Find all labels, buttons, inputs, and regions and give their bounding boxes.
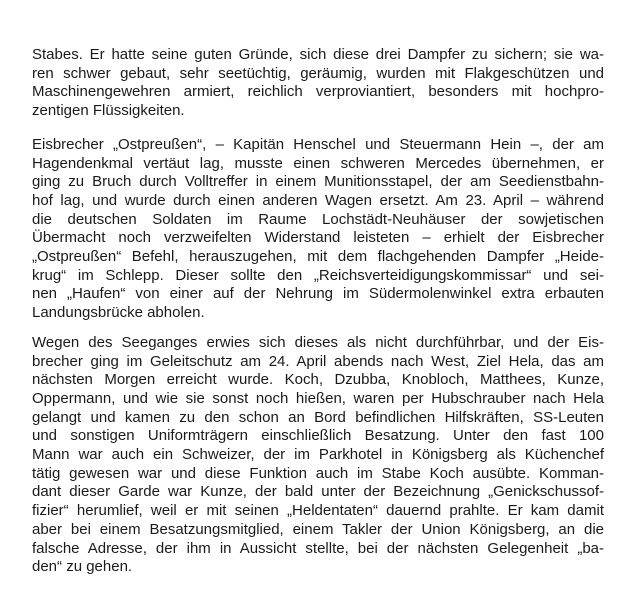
text-line: krug“ im Schlepp. Dieser sollte den „Reichsverteidigungskommissar“ und sei- (32, 266, 604, 284)
text-line: Oppermann, und wie sie sonst noch hießen, waren per Hubschrauber nach Hela (32, 389, 604, 407)
text-line: tätig gewesen war und diese Funktion auch im Stabe Koch ausübte. Komman- (32, 464, 604, 482)
text-line: nen „Haufen“ von einer auf der Nehrung im Südermolenwinkel extra erbauten (32, 285, 604, 303)
text-line: Mann war auch ein Schweizer, der im Parkhotel in Königsberg als Küchenchef (32, 446, 604, 464)
text-line: Eisbrecher „Ostpreußen“, – Kapitän Henschel und Steuermann Hein –, der am (32, 135, 604, 153)
text-line: Landungsbrücke abholen. (32, 304, 205, 322)
text-line: die deutschen Soldaten im Raume Lochstädt-Neuhäuser der sowjetischen (32, 210, 604, 228)
text-line: „Ostpreußen“ Befehl, herauszugehen, mit dem flachgehenden Dampfer „Heide- (32, 248, 604, 266)
text-line: ging zu Bruch durch Volltreffer in einem Munitionsstapel, der am Seedienstbahn- (32, 173, 604, 191)
text-line: den“ zu gehen. (32, 558, 133, 576)
document-page (32, 46, 604, 577)
paragraph-2 (32, 136, 604, 323)
text-line: ren schwer gebaut, sehr seetüchtig, geräumig, wurden mit Flakgeschützen und (32, 64, 604, 82)
text-line: Stabes. Er hatte seine guten Gründe, sich diese drei Dampfer zu sichern; sie wa- (32, 46, 604, 63)
text-line: brecher ging im Geleitschutz am 24. April abends nach West, Ziel Hela, das am (32, 352, 604, 370)
text-line: hof lag, und wurde durch einen anderen Wagen ersetzt. Am 23. April – während (32, 191, 604, 209)
text-line: Maschinengewehren armiert, reichlich verproviantiert, besonders mit hochpro- (32, 83, 604, 101)
text-line: aber bei einem Besatzungsmitglied, einem Takler der Union Königsberg, an die (32, 520, 604, 538)
text-line: falsche Adresse, der ihm in Aussicht stellte, bei der nächsten Gelegenheit „ba- (32, 539, 604, 557)
text-line: Hagendenkmal vertäut lag, musste einen schweren Mercedes übernehmen, er (32, 154, 604, 172)
text-line: Wegen des Seeganges erwies sich dieses als nicht durchführbar, und der Eis- (32, 333, 604, 351)
text-line: Übermacht noch verzweifelten Widerstand leisteten – erhielt der Eisbrecher (32, 229, 604, 247)
text-line: und sonstigen Uniformträgern einschließlich Besatzung. Unter den fast 100 (32, 427, 604, 445)
paragraph-1 (32, 46, 604, 121)
text-line: zentigen Flüssigkeiten. (32, 102, 185, 120)
text-line: gelangt und kamen zu den schon an Bord befindlichen Hilfskräften, SS-Leuten (32, 408, 604, 426)
paragraph-3 (32, 334, 604, 577)
text-line: fizier“ herumlief, weil er mit seinen „Heldentaten“ dauernd prahlte. Er kam damit (32, 502, 604, 520)
text-line: nächsten Morgen erreicht wurde. Koch, Dzubba, Knobloch, Matthees, Kunze, (32, 371, 604, 389)
text-line: dant dieser Garde war Kunze, der bald unter der Bezeichnung „Genickschussof- (32, 483, 604, 501)
